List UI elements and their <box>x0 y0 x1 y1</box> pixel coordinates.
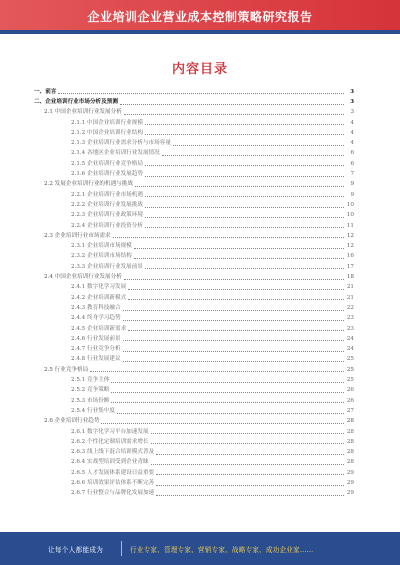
toc-entry-page: 6 <box>350 160 354 167</box>
footer-roles: 行业专家、管理专家、营销专家、战略专家、成功企业家…… <box>130 546 314 554</box>
toc-leader-dots <box>124 278 344 280</box>
toc-entry-page: 23 <box>346 325 354 332</box>
toc-entry-page: 3 <box>350 88 354 95</box>
toc-leader-dots <box>58 92 344 94</box>
toc-leader-dots <box>145 206 344 208</box>
toc-entry[interactable] <box>34 342 354 352</box>
footer-bar <box>0 532 400 565</box>
toc-entry[interactable] <box>34 219 354 229</box>
toc-entry-label: 2.5.1 竞争主体 <box>71 377 110 384</box>
toc-entry[interactable] <box>34 281 354 291</box>
footer-divider <box>121 541 122 556</box>
toc-entry-label: 2.3.3 企业培训行业发展前景 <box>71 263 143 270</box>
toc-entry[interactable] <box>34 415 354 425</box>
toc-entry[interactable] <box>34 147 354 157</box>
toc-leader-dots <box>156 473 344 475</box>
toc-entry-label: 2.3.2 企业培训市场结构 <box>71 253 132 260</box>
toc-entry-page: 6 <box>350 150 354 157</box>
toc-entry-page: 28 <box>346 449 354 456</box>
toc-entry-label: 2.4.4 终身学习趋势 <box>71 315 121 322</box>
toc-entry-label: 2.4 中国企业培训行业发展分析 <box>44 274 122 281</box>
toc-entry-page: 22 <box>346 304 354 311</box>
toc-entry[interactable] <box>34 188 354 198</box>
toc-entry[interactable] <box>34 466 354 476</box>
toc-entry-page: 4 <box>350 129 354 136</box>
toc-leader-dots <box>113 236 344 238</box>
toc-entry-label: 2.5.3 市场份额 <box>71 397 110 404</box>
toc-entry[interactable] <box>34 487 354 497</box>
toc-entry[interactable] <box>34 384 354 394</box>
toc-entry-label: 2.2.1 企业培训行业市场机遇 <box>71 191 143 198</box>
toc-entry-page: 28 <box>346 418 354 425</box>
toc-entry[interactable] <box>34 456 354 466</box>
toc-entry-label: 2.4.2 企业培训新模式 <box>71 294 127 301</box>
toc-entry-label: 2.6.4 实战型培训受到企业青睐 <box>71 459 149 466</box>
toc-entry[interactable] <box>34 270 354 280</box>
toc-entry-label: 2.4.3 教育科技融合 <box>71 304 121 311</box>
toc-entry-page: 12 <box>346 232 354 239</box>
toc-leader-dots <box>123 339 344 341</box>
toc-entry[interactable] <box>34 312 354 322</box>
footer-slogan: 让每个人都能成为 <box>48 546 104 554</box>
toc-entry-label: 2.4.1 数字化学习发展 <box>71 284 127 291</box>
toc-entry-label: 2.6.2 个性化定制培训需求增长 <box>71 438 149 445</box>
toc-entry[interactable] <box>34 435 354 445</box>
toc-entry-page: 24 <box>346 346 354 353</box>
toc-entry-page: 25 <box>346 356 354 363</box>
toc-entry[interactable] <box>34 332 354 342</box>
toc-entry[interactable] <box>34 373 354 383</box>
toc-entry-page: 28 <box>346 438 354 445</box>
toc-entry[interactable] <box>34 95 354 105</box>
toc-entry-page: 21 <box>346 284 354 291</box>
toc-leader-dots <box>145 226 344 228</box>
toc-leader-dots <box>111 401 344 403</box>
toc-entry[interactable] <box>34 260 354 270</box>
toc-entry[interactable] <box>34 250 354 260</box>
toc-leader-dots <box>145 195 344 197</box>
report-title: 企业培训企业营业成本控制策略研究报告 <box>87 10 313 24</box>
toc-entry-page: 26 <box>346 387 354 394</box>
toc-leader-dots <box>124 113 344 115</box>
toc-entry-label: 2.1.5 企业培训行业竞争格局 <box>71 160 143 167</box>
toc-entry-page: 21 <box>346 294 354 301</box>
toc-entry[interactable] <box>34 229 354 239</box>
toc-leader-dots <box>173 144 344 146</box>
toc-entry-page: 9 <box>350 191 354 198</box>
toc-entry-page: 29 <box>346 479 354 486</box>
toc-entry-label: 2.1.4 各地区企业培训行业发展情况 <box>71 150 160 157</box>
toc-leader-dots <box>120 103 344 105</box>
toc-entry[interactable] <box>34 178 354 188</box>
toc-entry-label: 2.1.3 企业培训行业需求分析与市场容量 <box>71 140 171 147</box>
toc-entry[interactable] <box>34 394 354 404</box>
toc-leader-dots <box>117 412 344 414</box>
toc-entry-label: 2.2.3 企业培训行业政策环境 <box>71 212 143 219</box>
toc-leader-dots <box>145 123 344 125</box>
toc-entry-page: 12 <box>346 243 354 250</box>
toc-entry-label: 二、企业培训行业市场分析及预测 <box>34 99 118 105</box>
toc-leader-dots <box>128 298 344 300</box>
toc-leader-dots <box>145 133 344 135</box>
toc-entry[interactable] <box>34 363 354 373</box>
toc-entry[interactable] <box>34 116 354 126</box>
toc-entry-page: 28 <box>346 428 354 435</box>
toc-leader-dots <box>111 391 344 393</box>
toc-leader-dots <box>151 442 344 444</box>
toc-entry[interactable] <box>34 126 354 136</box>
toc-entry-label: 2.4.6 行业发展前景 <box>71 335 121 342</box>
toc-entry-page: 10 <box>346 212 354 219</box>
toc-entry[interactable] <box>34 353 354 363</box>
toc-entry-label: 2.2 发展企业培训行业的机遇与挑战 <box>44 181 133 188</box>
toc-entry-page: 25 <box>346 366 354 373</box>
toc-entry-page: 18 <box>346 274 354 281</box>
toc-leader-dots <box>134 247 344 249</box>
toc-entry-label: 2.6.5 人才发展体系建设日益重要 <box>71 469 155 476</box>
table-of-contents <box>34 85 354 497</box>
toc-entry-label: 2.2.4 企业培训行业投资分析 <box>71 222 143 229</box>
toc-entry-page: 25 <box>346 377 354 384</box>
toc-entry[interactable] <box>34 106 354 116</box>
toc-leader-dots <box>123 319 344 321</box>
toc-entry-page: 28 <box>346 459 354 466</box>
toc-entry[interactable] <box>34 301 354 311</box>
toc-leader-dots <box>128 329 344 331</box>
toc-entry-page: 29 <box>346 469 354 476</box>
toc-entry-page: 26 <box>346 397 354 404</box>
toc-entry-label: 2.5.2 竞争策略 <box>71 387 110 394</box>
toc-entry-page: 10 <box>346 201 354 208</box>
toc-entry-page: 27 <box>346 407 354 414</box>
toc-entry-label: 2.2.2 企业培训行业发展挑战 <box>71 201 143 208</box>
toc-entry-label: 2.1.1 中国企业培训行业规模 <box>71 119 143 126</box>
toc-entry-label: 2.6.6 培训效果评估体系不断完善 <box>71 479 155 486</box>
toc-entry[interactable] <box>34 322 354 332</box>
toc-leader-dots <box>145 175 344 177</box>
toc-leader-dots <box>156 453 344 455</box>
toc-entry[interactable] <box>34 157 354 167</box>
toc-entry-label: 2.1.2 中国企业培训行业结构 <box>71 129 143 136</box>
toc-entry[interactable] <box>34 167 354 177</box>
toc-leader-dots <box>151 463 344 465</box>
toc-entry[interactable] <box>34 136 354 146</box>
toc-entry[interactable] <box>34 209 354 219</box>
toc-entry-label: 2.6.3 线上线下混合培训模式普及 <box>71 449 155 456</box>
toc-leader-dots <box>145 267 344 269</box>
toc-leader-dots <box>128 288 344 290</box>
toc-leader-dots <box>145 164 344 166</box>
toc-entry[interactable] <box>34 476 354 486</box>
toc-entry[interactable] <box>34 198 354 208</box>
toc-entry[interactable] <box>34 291 354 301</box>
toc-entry-label: 一、前言 <box>34 88 57 95</box>
toc-entry-label: 2.6.1 数字化学习平台加速发展 <box>71 428 149 435</box>
toc-entry-label: 2.6 企业培训行业趋势 <box>44 418 100 425</box>
toc-entry-label: 2.4.8 行业发展建议 <box>71 356 121 363</box>
toc-leader-dots <box>134 257 344 259</box>
toc-entry-label: 2.3.1 企业培训市场规模 <box>71 243 132 250</box>
report-header-bar <box>0 0 400 33</box>
toc-entry-label: 2.1 中国企业培训行业发展分析 <box>44 109 122 116</box>
toc-entry-page: 29 <box>346 490 354 497</box>
toc-entry-page: 11 <box>346 222 354 229</box>
toc-leader-dots <box>145 216 344 218</box>
toc-leader-dots <box>135 185 344 187</box>
toc-leader-dots <box>101 422 344 424</box>
toc-entry-page: 4 <box>350 119 354 126</box>
toc-leader-dots <box>111 381 344 383</box>
toc-entry-page: 17 <box>346 263 354 270</box>
toc-entry-page: 3 <box>350 109 354 116</box>
toc-entry-label: 2.6.7 行业整合与品牌化发展加速 <box>71 490 155 497</box>
toc-entry-page: 3 <box>350 99 354 105</box>
toc-leader-dots <box>156 484 344 486</box>
header-accent-stripe <box>0 30 400 34</box>
toc-entry-page: 7 <box>350 171 354 178</box>
toc-entry-page: 24 <box>346 335 354 342</box>
toc-entry-label: 2.1.6 企业培训行业发展趋势 <box>71 171 143 178</box>
toc-entry-label: 2.5.4 行业集中度 <box>71 407 115 414</box>
toc-leader-dots <box>162 154 344 156</box>
toc-leader-dots <box>123 360 344 362</box>
toc-entry-page: 16 <box>346 253 354 260</box>
toc-entry-label: 2.3 企业培训行业市场需求 <box>44 232 111 239</box>
toc-entry-page: 23 <box>346 315 354 322</box>
toc-entry-label: 2.5 行业竞争格局 <box>44 366 89 373</box>
toc-entry-label: 2.4.5 企业培训新需求 <box>71 325 127 332</box>
toc-entry[interactable] <box>34 425 354 435</box>
toc-entry-page: 9 <box>350 181 354 188</box>
toc-entry[interactable] <box>34 404 354 414</box>
toc-leader-dots <box>156 494 344 496</box>
toc-leader-dots <box>123 309 344 311</box>
toc-entry[interactable] <box>34 445 354 455</box>
toc-entry[interactable] <box>34 239 354 249</box>
toc-entry-label: 2.4.7 行业竞争分析 <box>71 346 121 353</box>
toc-leader-dots <box>151 432 344 434</box>
toc-entry-page: 4 <box>350 140 354 147</box>
toc-entry[interactable] <box>34 85 354 95</box>
toc-leader-dots <box>123 350 344 352</box>
toc-heading: 内容目录 <box>171 62 228 77</box>
toc-leader-dots <box>90 370 344 372</box>
